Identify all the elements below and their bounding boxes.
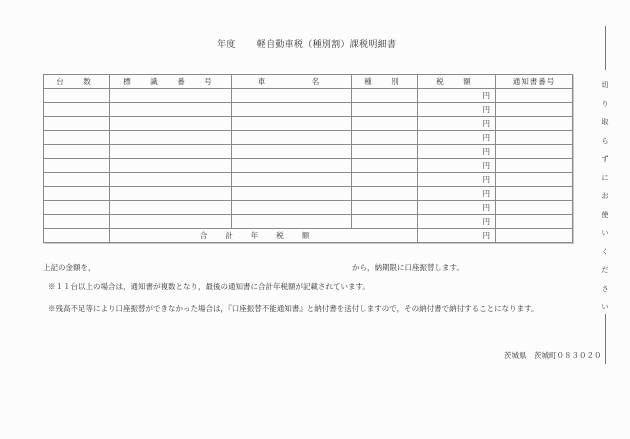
side-notice-char: に (601, 173, 609, 182)
side-notice-char: さ (601, 284, 609, 293)
tax-amount-cell: 円 (418, 215, 496, 229)
header-tax-amount: 税 額 (418, 75, 496, 89)
vehicle-name-cell (232, 89, 352, 103)
vehicle-name-cell (232, 187, 352, 201)
issuer: 茨城県 茨城町０８３０２０ (504, 351, 602, 360)
side-notice-char: り (601, 99, 609, 108)
header-count: 台 数 (44, 75, 110, 89)
side-notice-char: い (601, 229, 609, 237)
side-notice-char: く (601, 247, 609, 256)
type-cell (352, 215, 418, 229)
cut-line-top (605, 26, 606, 70)
vehicle-name-cell (232, 173, 352, 187)
table-row (44, 187, 573, 201)
table-row (44, 131, 573, 145)
type-cell (352, 201, 418, 215)
count-cell (44, 145, 110, 159)
side-notice-char: ら (601, 136, 609, 145)
notice-number-cell (496, 117, 573, 131)
plate-number-cell (110, 215, 232, 229)
plate-number-cell (110, 103, 232, 117)
note-multiple-notices: ※１１台以上の場合は，通知書が複数となり，最後の通知書に合計年税額が記載されています。 (48, 282, 370, 291)
type-cell (352, 117, 418, 131)
count-cell (44, 159, 110, 173)
table-row (44, 215, 573, 229)
count-cell (44, 201, 110, 215)
vehicle-name-cell (232, 145, 352, 159)
table-header-row (44, 75, 573, 89)
tax-amount-cell: 円 (418, 89, 496, 103)
side-notice-char: い (601, 303, 609, 311)
notice-number-cell (496, 89, 573, 103)
table-row (44, 89, 573, 103)
header-notice-number: 通知書番号 (496, 75, 573, 89)
side-notice-char: だ (601, 266, 609, 274)
vehicle-name-cell (232, 201, 352, 215)
document-title-text: 軽自動車税（種別割）課税明細書 (256, 40, 397, 50)
table-row (44, 173, 573, 187)
plate-number-cell (110, 201, 232, 215)
header-type: 種 別 (352, 75, 418, 89)
tax-amount-cell: 円 (418, 159, 496, 173)
side-notice-char: 使 (601, 210, 609, 219)
type-cell (352, 173, 418, 187)
plate-number-cell (110, 89, 232, 103)
notice-number-cell (496, 159, 573, 173)
count-cell (44, 215, 110, 229)
fiscal-year-label: 年度 (217, 40, 236, 50)
total-count-cell (44, 229, 110, 243)
notice-number-cell (496, 173, 573, 187)
plate-number-cell (110, 173, 232, 187)
type-cell (352, 103, 418, 117)
side-notice-text (598, 80, 612, 321)
tax-detail-table (43, 74, 573, 243)
count-cell (44, 131, 110, 145)
table-row (44, 117, 573, 131)
notice-number-cell (496, 201, 573, 215)
tax-amount-cell: 円 (418, 131, 496, 145)
total-tax-cell: 円 (418, 229, 496, 243)
type-cell (352, 187, 418, 201)
table-row (44, 159, 573, 173)
vehicle-name-cell (232, 103, 352, 117)
header-vehicle-name: 車 名 (232, 75, 352, 89)
table-row (44, 145, 573, 159)
debit-statement-start: 上記の金額を， (43, 263, 96, 272)
side-notice-char: お (601, 192, 609, 200)
table-row (44, 201, 573, 215)
count-cell (44, 187, 110, 201)
side-notice-char: 取 (601, 118, 609, 126)
count-cell (44, 103, 110, 117)
plate-number-cell (110, 131, 232, 145)
type-cell (352, 145, 418, 159)
document-title (217, 37, 396, 50)
side-notice-char: ず (601, 155, 609, 163)
total-row (44, 229, 573, 243)
notice-number-cell (496, 145, 573, 159)
tax-amount-cell: 円 (418, 173, 496, 187)
plate-number-cell (110, 145, 232, 159)
plate-number-cell (110, 187, 232, 201)
side-notice-char: 切 (601, 81, 609, 89)
total-notice-cell (496, 229, 573, 243)
type-cell (352, 131, 418, 145)
vehicle-name-cell (232, 159, 352, 173)
vehicle-name-cell (232, 117, 352, 131)
plate-number-cell (110, 159, 232, 173)
count-cell (44, 173, 110, 187)
tax-amount-cell: 円 (418, 187, 496, 201)
tax-amount-cell: 円 (418, 117, 496, 131)
count-cell (44, 89, 110, 103)
type-cell (352, 89, 418, 103)
note-insufficient-funds: ※残高不足等により口座振替ができなかった場合は，『口座振替不能通知書』と納付書を送付しますので，その納付書で納付することになります。 (48, 304, 539, 313)
notice-number-cell (496, 103, 573, 117)
type-cell (352, 159, 418, 173)
debit-statement-end: から，納期限に口座振替します。 (352, 263, 464, 272)
tax-amount-cell: 円 (418, 145, 496, 159)
vehicle-name-cell (232, 215, 352, 229)
tax-amount-cell: 円 (418, 103, 496, 117)
notice-number-cell (496, 131, 573, 145)
plate-number-cell (110, 117, 232, 131)
notice-number-cell (496, 215, 573, 229)
tax-amount-cell: 円 (418, 201, 496, 215)
vehicle-name-cell (232, 131, 352, 145)
count-cell (44, 117, 110, 131)
total-label: 合計年税額 (110, 229, 418, 243)
header-plate-number: 標 識 番 号 (110, 75, 232, 89)
table-row (44, 103, 573, 117)
cut-line-bottom (605, 314, 606, 364)
notice-number-cell (496, 187, 573, 201)
